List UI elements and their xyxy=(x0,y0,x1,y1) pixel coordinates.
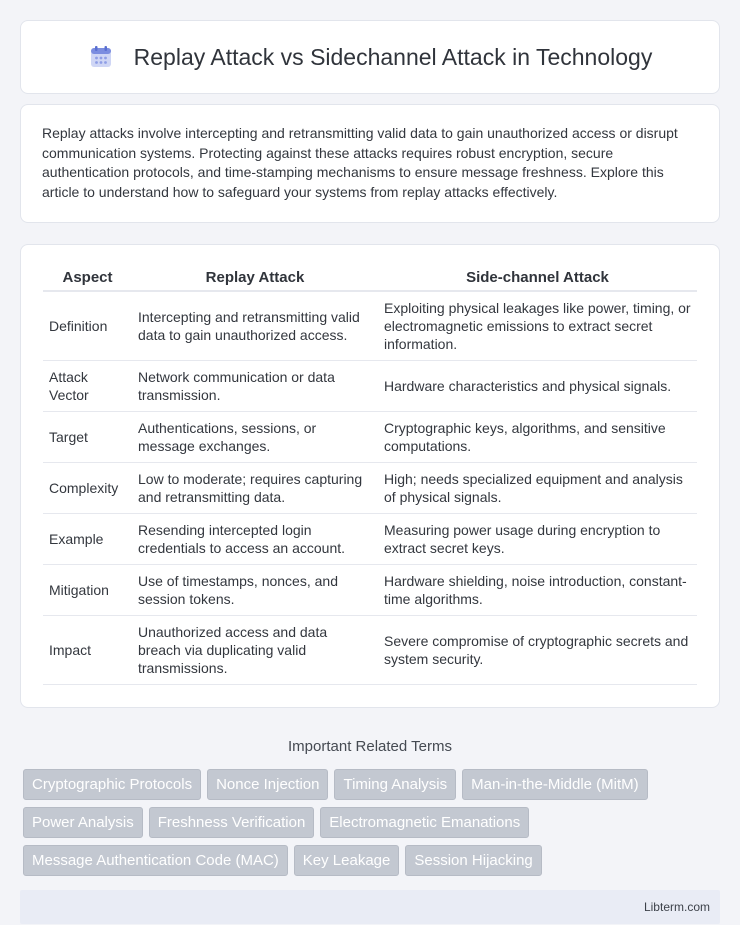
table-row xyxy=(43,292,697,361)
calendar-icon xyxy=(88,44,114,70)
header-replay: Replay Attack xyxy=(132,265,378,292)
cell-sidechannel: Measuring power usage during encryption to extract secret keys. xyxy=(378,514,697,565)
intro-text: Replay attacks involve intercepting and retransmitting valid data to gain unauthorized access or disrupt communication systems. Protecting against these attacks requires robust encryption, secure authentication protocols, and time-stamping mechanisms to ensure message freshness. Explore this article to understand how to safeguard your systems from replay attacks effectively. xyxy=(42,125,678,200)
intro-card xyxy=(20,104,720,223)
related-terms-list xyxy=(20,769,720,876)
cell-replay: Authentications, sessions, or message exchanges. xyxy=(132,412,378,463)
cell-sidechannel: High; needs specialized equipment and analysis of physical signals. xyxy=(378,463,697,514)
table-row xyxy=(43,565,697,616)
cell-sidechannel: Hardware shielding, noise introduction, constant-time algorithms. xyxy=(378,565,697,616)
term-tag[interactable]: Electromagnetic Emanations xyxy=(320,807,529,838)
table-row xyxy=(43,616,697,685)
table-row xyxy=(43,361,697,412)
cell-replay: Network communication or data transmission. xyxy=(132,361,378,412)
cell-replay: Unauthorized access and data breach via duplicating valid transmissions. xyxy=(132,616,378,685)
cell-sidechannel: Severe compromise of cryptographic secrets and system security. xyxy=(378,616,697,685)
cell-sidechannel: Cryptographic keys, algorithms, and sensitive computations. xyxy=(378,412,697,463)
cell-aspect: Mitigation xyxy=(43,565,132,616)
cell-aspect: Target xyxy=(43,412,132,463)
related-terms-title: Important Related Terms xyxy=(288,738,452,755)
table-header-row xyxy=(43,265,697,292)
comparison-table xyxy=(43,265,697,685)
cell-aspect: Definition xyxy=(43,292,132,361)
term-tag[interactable]: Freshness Verification xyxy=(149,807,315,838)
term-tag[interactable]: Man-in-the-Middle (MitM) xyxy=(462,769,648,800)
term-tag[interactable]: Power Analysis xyxy=(23,807,143,838)
page-header xyxy=(20,20,720,94)
footer xyxy=(20,890,720,924)
term-tag[interactable]: Message Authentication Code (MAC) xyxy=(23,845,288,876)
cell-replay: Resending intercepted login credentials to access an account. xyxy=(132,514,378,565)
term-tag[interactable]: Nonce Injection xyxy=(207,769,328,800)
cell-replay: Intercepting and retransmitting valid data to gain unauthorized access. xyxy=(132,292,378,361)
cell-sidechannel: Hardware characteristics and physical signals. xyxy=(378,361,697,412)
term-tag[interactable]: Cryptographic Protocols xyxy=(23,769,201,800)
cell-replay: Low to moderate; requires capturing and retransmitting data. xyxy=(132,463,378,514)
page-title: Replay Attack vs Sidechannel Attack in Technology xyxy=(133,43,653,70)
table-row xyxy=(43,412,697,463)
cell-aspect: Complexity xyxy=(43,463,132,514)
term-tag[interactable]: Timing Analysis xyxy=(334,769,456,800)
cell-aspect: Example xyxy=(43,514,132,565)
table-row xyxy=(43,463,697,514)
cell-aspect: Impact xyxy=(43,616,132,685)
table-row xyxy=(43,514,697,565)
cell-aspect: Attack Vector xyxy=(43,361,132,412)
term-tag[interactable]: Session Hijacking xyxy=(405,845,541,876)
cell-replay: Use of timestamps, nonces, and session tokens. xyxy=(132,565,378,616)
term-tag[interactable]: Key Leakage xyxy=(294,845,400,876)
header-aspect: Aspect xyxy=(43,265,132,292)
cell-sidechannel: Exploiting physical leakages like power, timing, or electromagnetic emissions to extract secret information. xyxy=(378,292,697,361)
header-sidechannel: Side-channel Attack xyxy=(378,265,697,292)
comparison-card xyxy=(20,244,720,708)
footer-site-link[interactable]: Libterm.com xyxy=(643,900,710,914)
